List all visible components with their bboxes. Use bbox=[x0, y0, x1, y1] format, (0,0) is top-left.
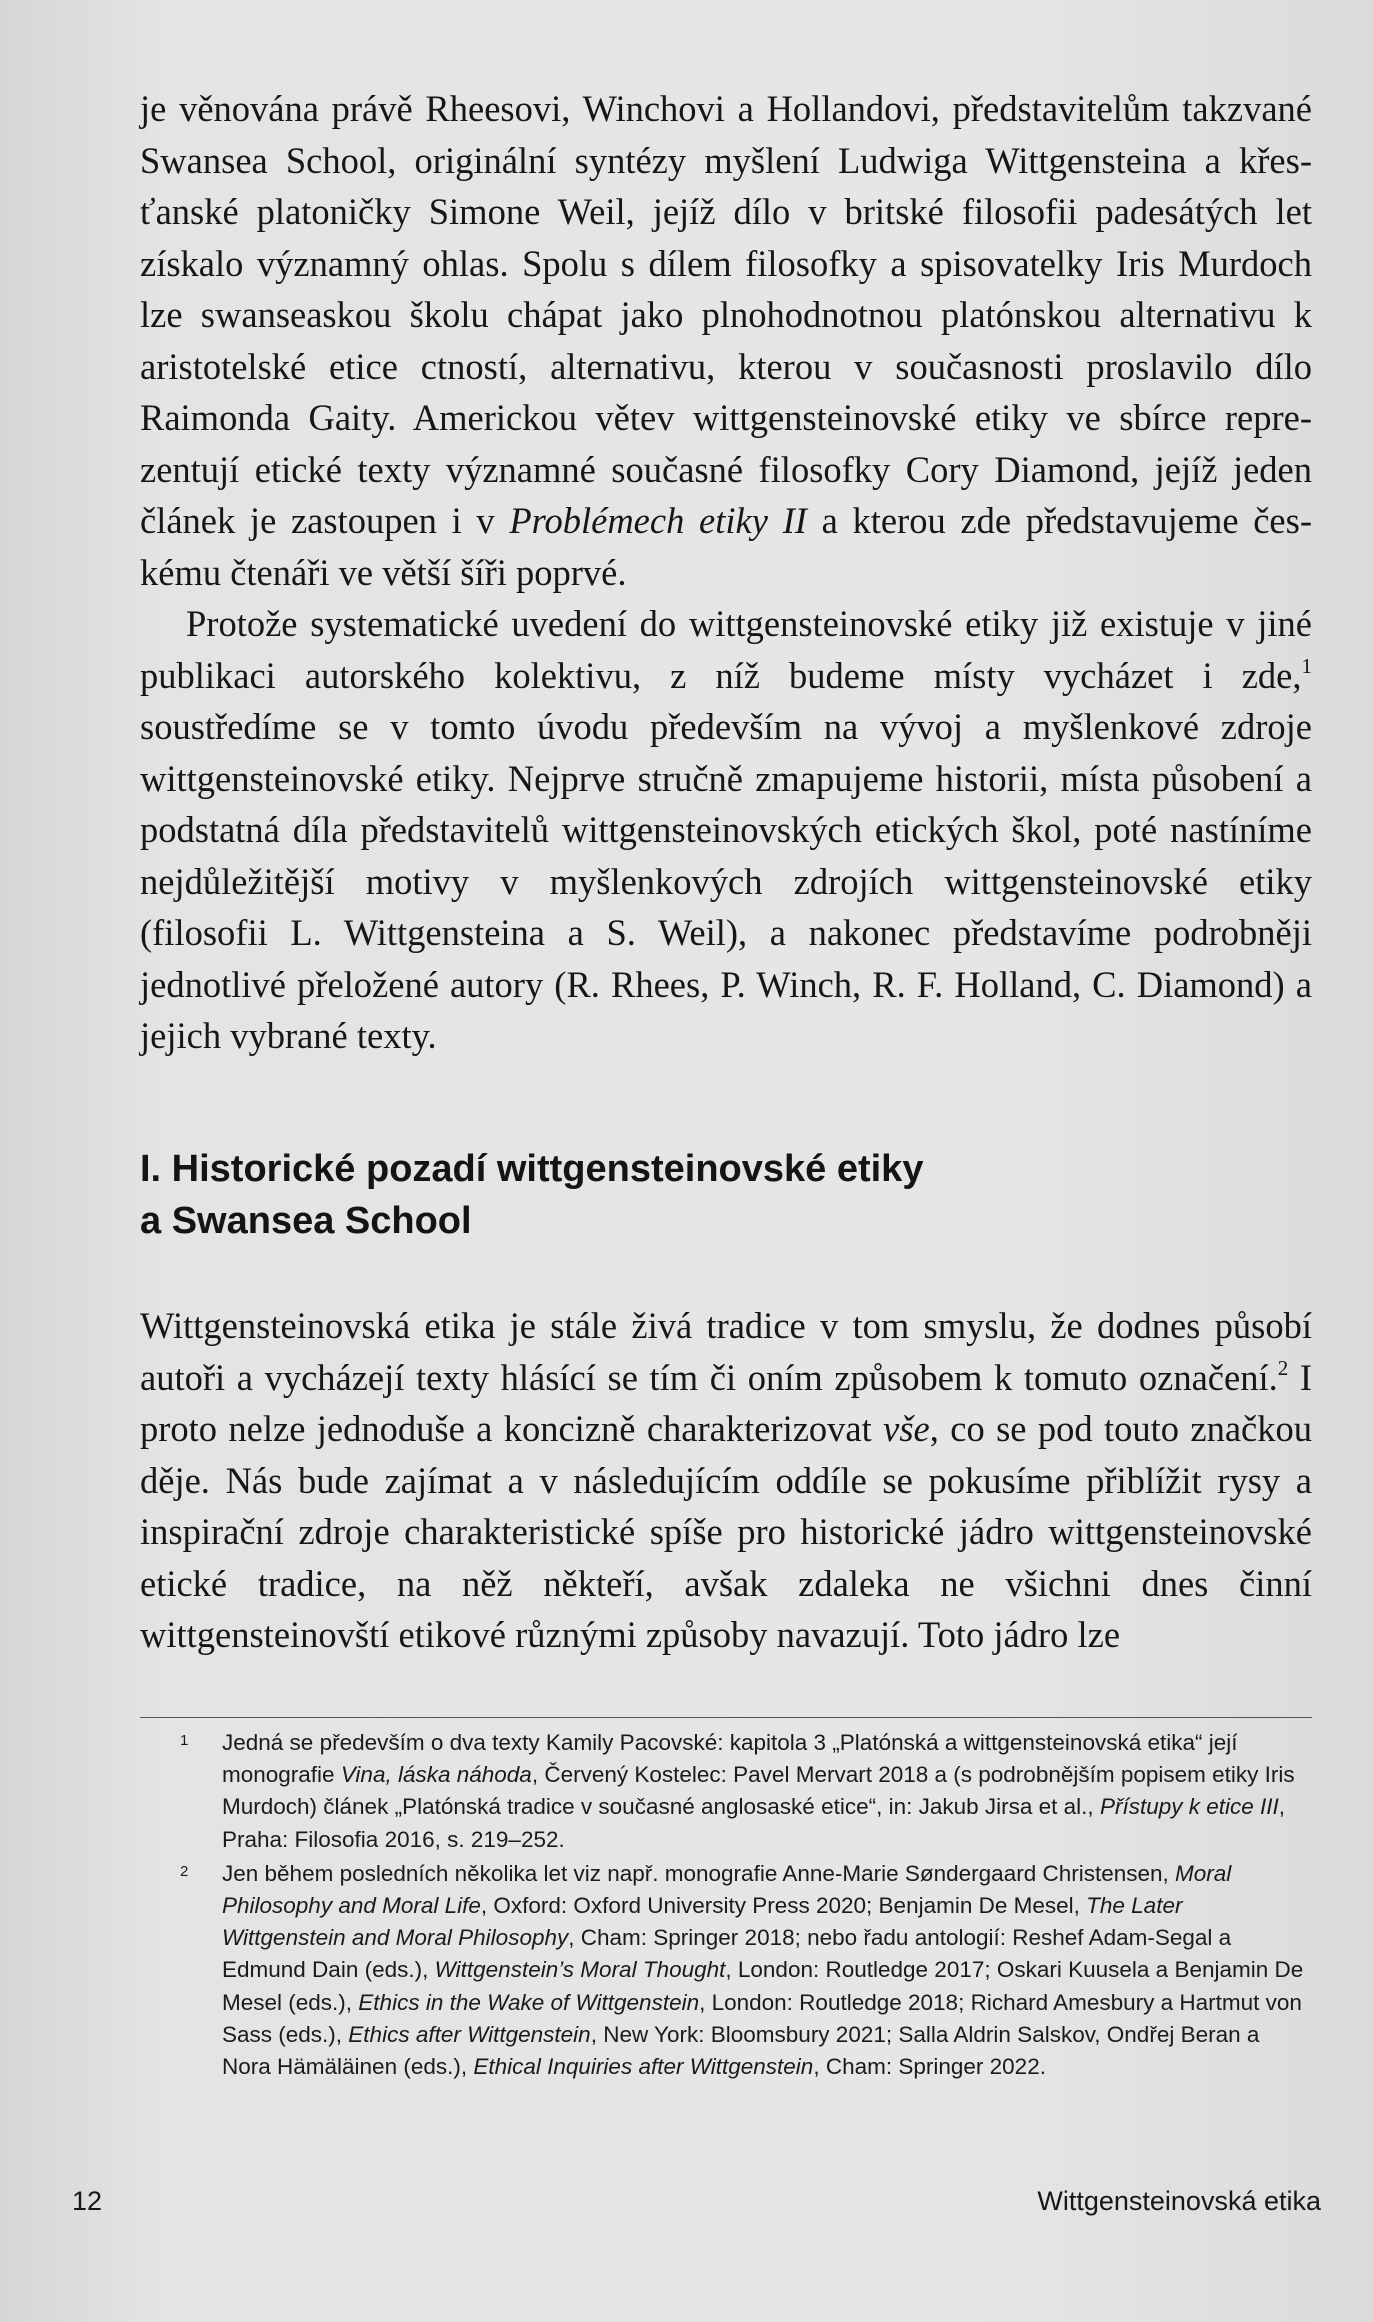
italic-title: Přístupy k etice III bbox=[1099, 1794, 1279, 1820]
italic-title: Vina, láska náhoda bbox=[340, 1762, 532, 1788]
footnote-reference-1[interactable]: 1 bbox=[1301, 653, 1312, 678]
text-run: , Cham: Springer 2018; nebo řadu antologií: Reshef Adam-Segal a Edmund Dain (eds.), bbox=[222, 1925, 1232, 1983]
italic-title: Ethical Inquiries after Wittgenstein bbox=[473, 2054, 814, 2080]
intro-text bbox=[140, 83, 1312, 1062]
footnote-text bbox=[222, 1727, 1312, 1856]
running-title: Wittgensteinovská etika bbox=[1037, 2186, 1321, 2216]
heading-line-2: a Swansea School bbox=[140, 1200, 472, 1242]
italic-title: Moral Philosophy and Moral Life bbox=[222, 1860, 1232, 1919]
intro-paragraph-1 bbox=[140, 83, 1312, 598]
footnotes bbox=[140, 1727, 1312, 2083]
section-paragraph bbox=[140, 1300, 1312, 1661]
footnote-number: 2 bbox=[180, 1862, 189, 1880]
text-run: a kterou zde představujeme českému čtenáři ve větší šíři poprvé. bbox=[140, 500, 1312, 593]
section-text bbox=[140, 1300, 1312, 1661]
footnote-1 bbox=[140, 1727, 1312, 1856]
section-heading bbox=[140, 1143, 1140, 1247]
italic-title: Problémech etiky II bbox=[509, 500, 807, 541]
italic-title: Wittgenstein’s Moral Thought bbox=[434, 1957, 726, 1983]
text-run: , London: Routledge 2017; Oskari Kuusela a Benjamin De Mesel (eds.), bbox=[222, 1957, 1304, 2015]
text-run: Jen během posledních několika let viz např. monografie Anne-Marie Søndergaard Christensen, bbox=[222, 1860, 1176, 1886]
page-number: 12 bbox=[72, 2186, 103, 2216]
italic-word: vše bbox=[883, 1408, 930, 1449]
italic-title: The Later Wittgenstein and Moral Philosophy bbox=[222, 1893, 1183, 1951]
text-run: I proto nelze jednoduše a koncizně charakterizovat bbox=[140, 1356, 1313, 1449]
footnote-divider bbox=[140, 1717, 1312, 1718]
italic-title: Ethics after Wittgenstein bbox=[348, 2021, 591, 2047]
text-run: , co se pod touto značkou děje. Nás bude zajímat a v následujícím oddíle se pokusíme přiblížit rysy a inspirační zdroje charakteristické spíše pro historické jádro wittgensteinovské etické tradice, na něž někteří, avšak zdaleka ne všichni dnes činní wittgensteinovští etikové různými způsoby navazují. Toto jádro lze bbox=[140, 1408, 1312, 1655]
text-run: , London: Routledge 2018; Richard Amesbury a Hartmut von Sass (eds.), bbox=[222, 1989, 1302, 2047]
italic-title: Ethics in the Wake of Wittgenstein bbox=[358, 1989, 700, 2015]
intro-paragraph-2 bbox=[140, 598, 1312, 1062]
heading-line-1: I. Historické pozadí wittgensteinovské etiky bbox=[140, 1148, 924, 1190]
footnote-reference-2[interactable]: 2 bbox=[1277, 1355, 1289, 1380]
text-run: Wittgensteinovská etika je stále živá tradice v tom smyslu, že dodnes působí autoři a vycházejí texty hlásící se tím či oním způsobem k tomuto označení. bbox=[140, 1305, 1312, 1398]
text-run: , New York: Bloomsbury 2021; Salla Aldrin Salskov, Ondřej Beran a Nora Hämäläinen (eds.), bbox=[222, 2021, 1260, 2080]
text-run: , Praha: Filosofia 2016, s. 219–252. bbox=[222, 1794, 1286, 1852]
text-run: , Oxford: Oxford University Press 2020; Benjamin De Mesel, bbox=[480, 1893, 1087, 1919]
footnote-2 bbox=[140, 1858, 1312, 2083]
footnote-text bbox=[222, 1858, 1312, 2083]
text-run: je věnována právě Rheesovi, Winchovi a Hollandovi, představitelům takzvané Swansea School, originální syntézy myšlení Ludwiga Wittgensteina a křesťanské platoničky Simone Weil, jejíž dílo v britské filosofii padesátých let získalo významný ohlas. Spolu s dílem filosofky a spisovatelky Iris Murdoch lze swanseaskou školu chápat jako plnohodnotnou platónskou alternativu k aristotelské etice ctností, alternativu, kterou v současnosti proslavilo dílo Raimonda Gaity. Americkou větev wittgensteinovské etiky ve sbírce reprezentují etické texty významné současné filosofky Cory Diamond, jejíž jeden článek je zastoupen i v bbox=[140, 88, 1312, 541]
footnote-number: 1 bbox=[180, 1732, 189, 1749]
text-run: soustředíme se v tomto úvodu především na vývoj a myšlenkové zdroje wittgensteinovské etiky. Nejprve stručně zmapujeme historii, místa působení a podstatná díla představitelů wittgensteinovských etických škol, poté nastíníme nejdůležitější motivy v myšlenkových zdrojích wittgensteinovské etiky (filosofii L. Wittgensteina a S. Weil), a nakonec představíme podrobněji jednotlivé přeložené autory (R. Rhees, P. Winch, R. F. Holland, C. Diamond) a jejich vybrané texty. bbox=[140, 706, 1312, 1056]
text-run: Jedná se především o dva texty Kamily Pacovské: kapitola 3 „Platónská a wittgensteinovská etika“ její monografie bbox=[222, 1730, 1238, 1788]
text-run: Protože systematické uvedení do wittgensteinovské etiky již existuje v jiné publikaci autorského kolektivu, z níž budeme místy vycházet i zde, bbox=[140, 603, 1312, 696]
text-run: , Červený Kostelec: Pavel Mervart 2018 a (s podrobnějším popisem etiky Iris Murdoch) článek „Platónská tradice v současné anglosaské etice“, in: Jakub Jirsa et al., bbox=[222, 1762, 1295, 1820]
text-run: , Cham: Springer 2022. bbox=[813, 2054, 1046, 2080]
